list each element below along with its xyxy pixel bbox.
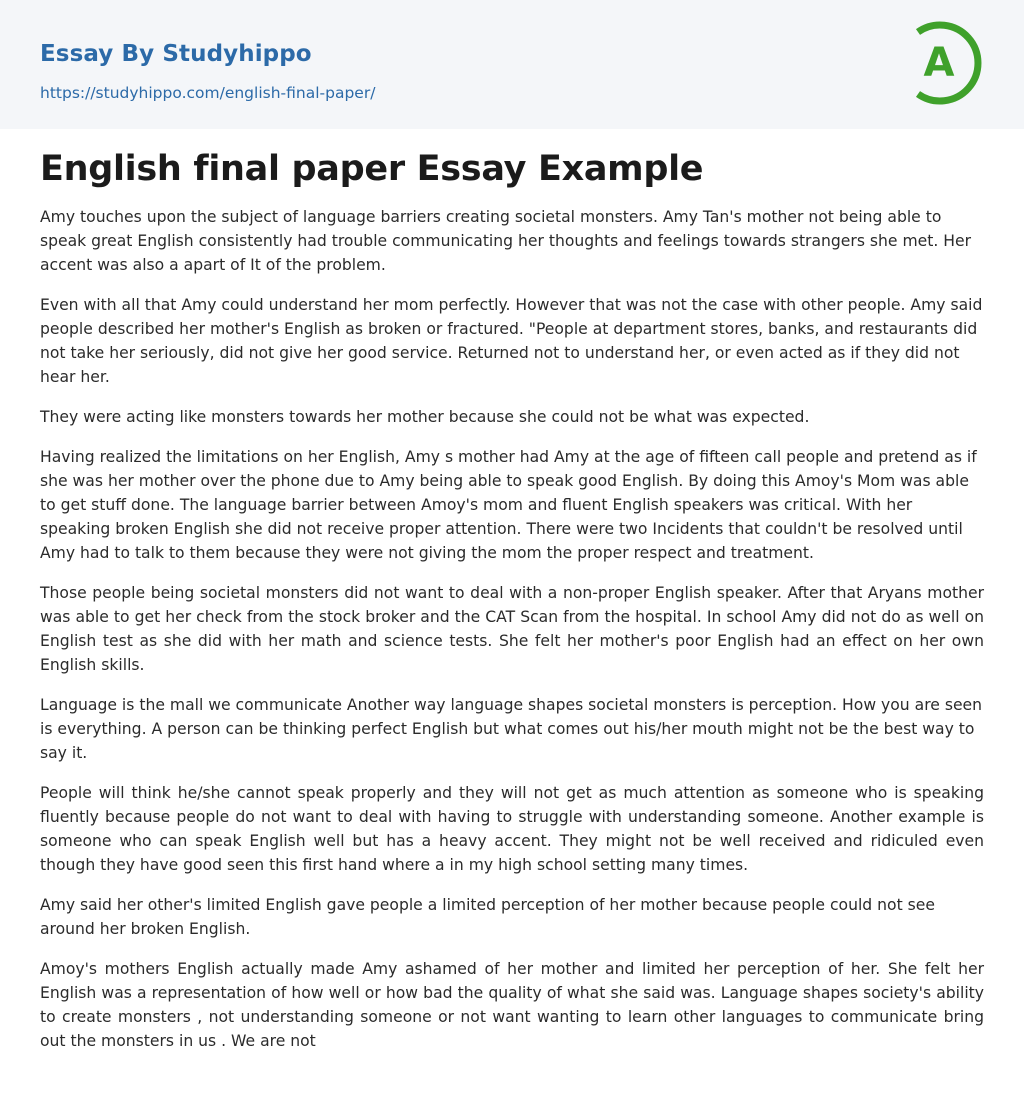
paragraph-3: They were acting like monsters towards her mother because she could not be what was expected.: [40, 408, 810, 426]
logo-letter: A: [923, 40, 955, 86]
page-title: English final paper Essay Example: [40, 149, 704, 189]
paragraph-6: Language is the mall we communicate Another way language shapes societal monsters is perception. How you are seen is everything. A person can be thinking perfect English but what comes out his/her mouth might not be the best way to say it.: [40, 696, 983, 762]
page-url-link[interactable]: https://studyhippo.com/english-final-paper/: [40, 84, 376, 102]
paragraph-9: Amoy's mothers English actually made Amy ashamed of her mother and limited her perception of her. She felt her English was a representation of how well or how bad the quality of what she said was. Language shapes society's ability to create monsters , not understanding someone or not want wanting to learn other languages to communicate bring out the monsters in us . We are not: [40, 960, 984, 1050]
paragraph-7: People will think he/she cannot speak properly and they will not get as much attention as someone who is speaking fluently because people do not want to deal with having to struggle with understanding someone. Another example is someone who can speak English well but has a heavy accent. They might not be well received and ridiculed even though they have good seen this first hand where a in my high school setting many times.: [40, 784, 984, 874]
paragraph-5: Those people being societal monsters did not want to deal with a non-proper English speaker. After that Aryans mother was able to get her check from the stock broker and the CAT Scan from the hospital. In school Amy did not do as well on English test as she did with her math and science tests. She felt her mother's poor English had an effect on her own English skills.: [40, 584, 984, 674]
paragraph-1: Amy touches upon the subject of language barriers creating societal monsters. Amy Tan's mother not being able to speak great English consistently had trouble communicating her thoughts and feelings towards strangers she met. Her accent was also a apart of It of the problem.: [40, 208, 971, 274]
studyhippo-logo-icon[interactable]: [912, 20, 986, 106]
paragraph-2: Even with all that Amy could understand her mom perfectly. However that was not the case with other people. Amy said people described her mother's English as broken or fractured. "People at department stores, banks, and restaurants did not take her seriously, did not give her good service. Returned not to understand her, or even acted as if they did not hear her.: [40, 296, 983, 386]
article: [0, 129, 1024, 1053]
paragraph-8: Amy said her other's limited English gave people a limited perception of her mother because people could not see around her broken English.: [40, 896, 935, 938]
site-header: [0, 0, 1024, 129]
site-brand[interactable]: Essay By Studyhippo: [40, 41, 312, 67]
paragraph-4: Having realized the limitations on her English, Amy s mother had Amy at the age of fifteen call people and pretend as if she was her mother over the phone due to Amy being able to speak good English. By doing this Amoy's Mom was able to get stuff done. The language barrier between Amoy's mom and fluent English speakers was critical. With her speaking broken English she did not receive proper attention. There were two Incidents that couldn't be resolved until Amy had to talk to them because they were not giving the mom the proper respect and treatment.: [40, 448, 977, 562]
